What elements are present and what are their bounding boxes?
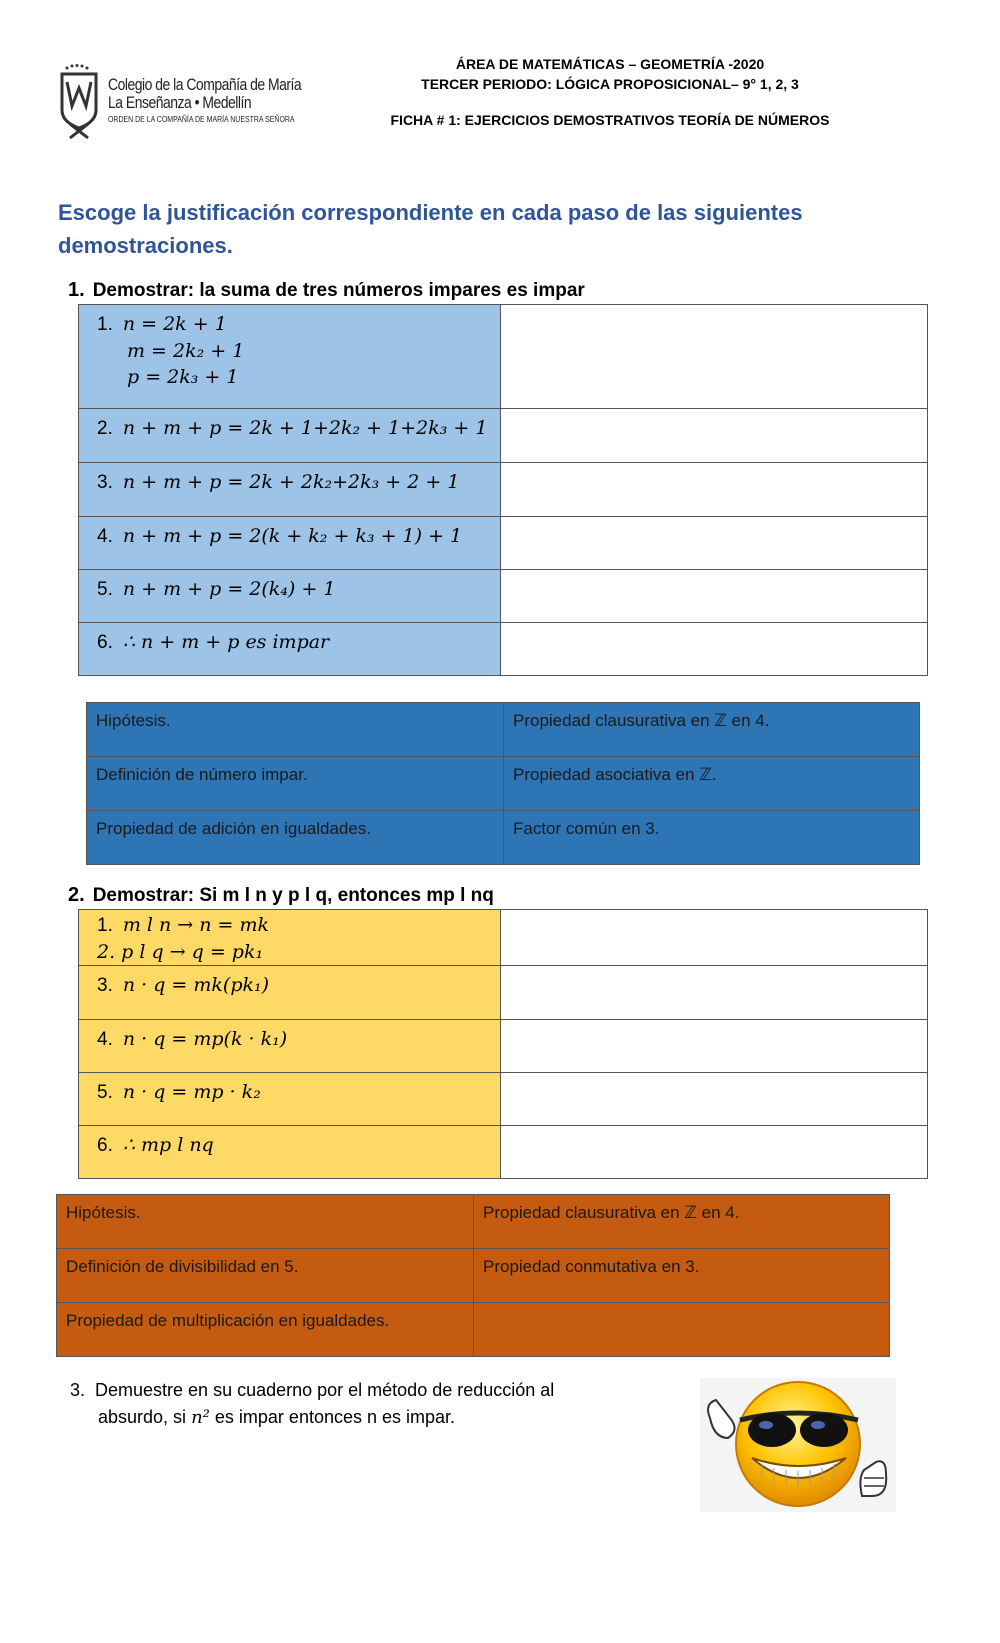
q2-step-6: 6. ∴ mp l nq (79, 1126, 501, 1179)
q2-option[interactable] (474, 1303, 890, 1357)
q1-option[interactable]: Propiedad asociativa en ℤ. (504, 757, 920, 811)
cool-smiley-icon (700, 1378, 896, 1512)
header-sheet: FICHA # 1: EJERCICIOS DEMOSTRATIVOS TEORÍA DE NÚMEROS (390, 112, 830, 128)
q1-option[interactable]: Definición de número impar. (87, 757, 504, 811)
q3-line1: Demuestre en su cuaderno por el método de reducción al (95, 1380, 555, 1400)
q1-answer-2[interactable] (501, 409, 928, 463)
school-name-line2: La Enseñanza • Medellín (108, 93, 252, 112)
q1-title (68, 279, 585, 302)
q3-line2b: es impar entonces n es impar. (214, 1407, 456, 1427)
q2-option[interactable]: Propiedad de multiplicación en igualdades. (57, 1303, 474, 1357)
q1-step-5: 5. n + m + p = 2(k₄) + 1 (79, 570, 501, 623)
q1-option[interactable]: Factor común en 3. (504, 811, 920, 865)
header-period: TERCER PERIODO: LÓGICA PROPOSICIONAL– 9° 1, 2, 3 (421, 76, 799, 92)
q1-steps-table (78, 304, 928, 676)
q1-option[interactable]: Hipótesis. (87, 703, 504, 757)
school-order: ORDEN DE LA COMPAÑÍA DE MARÍA NUESTRA SEÑORA (108, 114, 295, 124)
q2-step-5: 5. n · q = mp · k₂ (79, 1073, 501, 1126)
q2-option[interactable]: Definición de divisibilidad en 5. (57, 1249, 474, 1303)
q1-step-2: 2. n + m + p = 2k + 1+2k₂ + 1+2k₃ + 1 (79, 409, 501, 463)
school-logo (58, 62, 302, 144)
q1-option[interactable]: Propiedad clausurativa en ℤ en 4. (504, 703, 920, 757)
q1-answer-5[interactable] (501, 570, 928, 623)
q1-options-table (86, 702, 920, 865)
q2-answer-5[interactable] (501, 1073, 928, 1126)
q2-steps-table (78, 909, 928, 1179)
q3-text (70, 1377, 554, 1431)
q2-step-4: 4. n · q = mp(k · k₁) (79, 1020, 501, 1073)
q3-number: 3. (70, 1380, 86, 1400)
q2-option[interactable]: Propiedad clausurativa en ℤ en 4. (474, 1195, 890, 1249)
q1-answer-6[interactable] (501, 623, 928, 676)
header-area: ÁREA DE MATEMÁTICAS – GEOMETRÍA -2020 (455, 56, 765, 72)
q2-option[interactable]: Propiedad conmutativa en 3. (474, 1249, 890, 1303)
q1-step-4: 4. n + m + p = 2(k + k₂ + k₃ + 1) + 1 (79, 517, 501, 570)
q1-number: 1. (68, 279, 85, 301)
q3-math: n² (191, 1407, 210, 1428)
q3-line2a: absurdo, si (98, 1407, 187, 1427)
q1-step-6: 6. ∴ n + m + p es impar (79, 623, 501, 676)
instruction: Escoge la justificación correspondiente en cada paso de las siguientes demostraciones. (58, 200, 803, 258)
q2-answer-6[interactable] (501, 1126, 928, 1179)
q2-step-3: 3. n · q = mk(pk₁) (79, 966, 501, 1020)
q2-step-1-2: 1. m l n → n = mk 2. p l q → q = pk₁ (79, 910, 501, 966)
q2-answer-4[interactable] (501, 1020, 928, 1073)
q1-option[interactable]: Propiedad de adición en igualdades. (87, 811, 504, 865)
q1-answer-1[interactable] (501, 305, 928, 409)
q2-title (68, 884, 494, 907)
q1-answer-4[interactable] (501, 517, 928, 570)
q2-answer-3[interactable] (501, 966, 928, 1020)
q1-step-1: 1. n = 2k + 1 m = 2k₂ + 1 p = 2k₃ + 1 (79, 305, 501, 409)
q1-title-text: Demostrar: la suma de tres números impares es impar (92, 280, 585, 301)
q2-title-text: Demostrar: Si m l n y p l q, entonces mp l nq (92, 885, 494, 906)
q2-number: 2. (68, 884, 85, 906)
q2-option[interactable]: Hipótesis. (57, 1195, 474, 1249)
q2-options-table (56, 1194, 890, 1357)
q2-answer-1[interactable] (501, 910, 928, 966)
school-name-line1: Colegio de la Compañía de María (108, 75, 302, 94)
q1-step-3: 3. n + m + p = 2k + 2k₂+2k₃ + 2 + 1 (79, 463, 501, 517)
school-crest-icon (58, 62, 104, 140)
q1-answer-3[interactable] (501, 463, 928, 517)
